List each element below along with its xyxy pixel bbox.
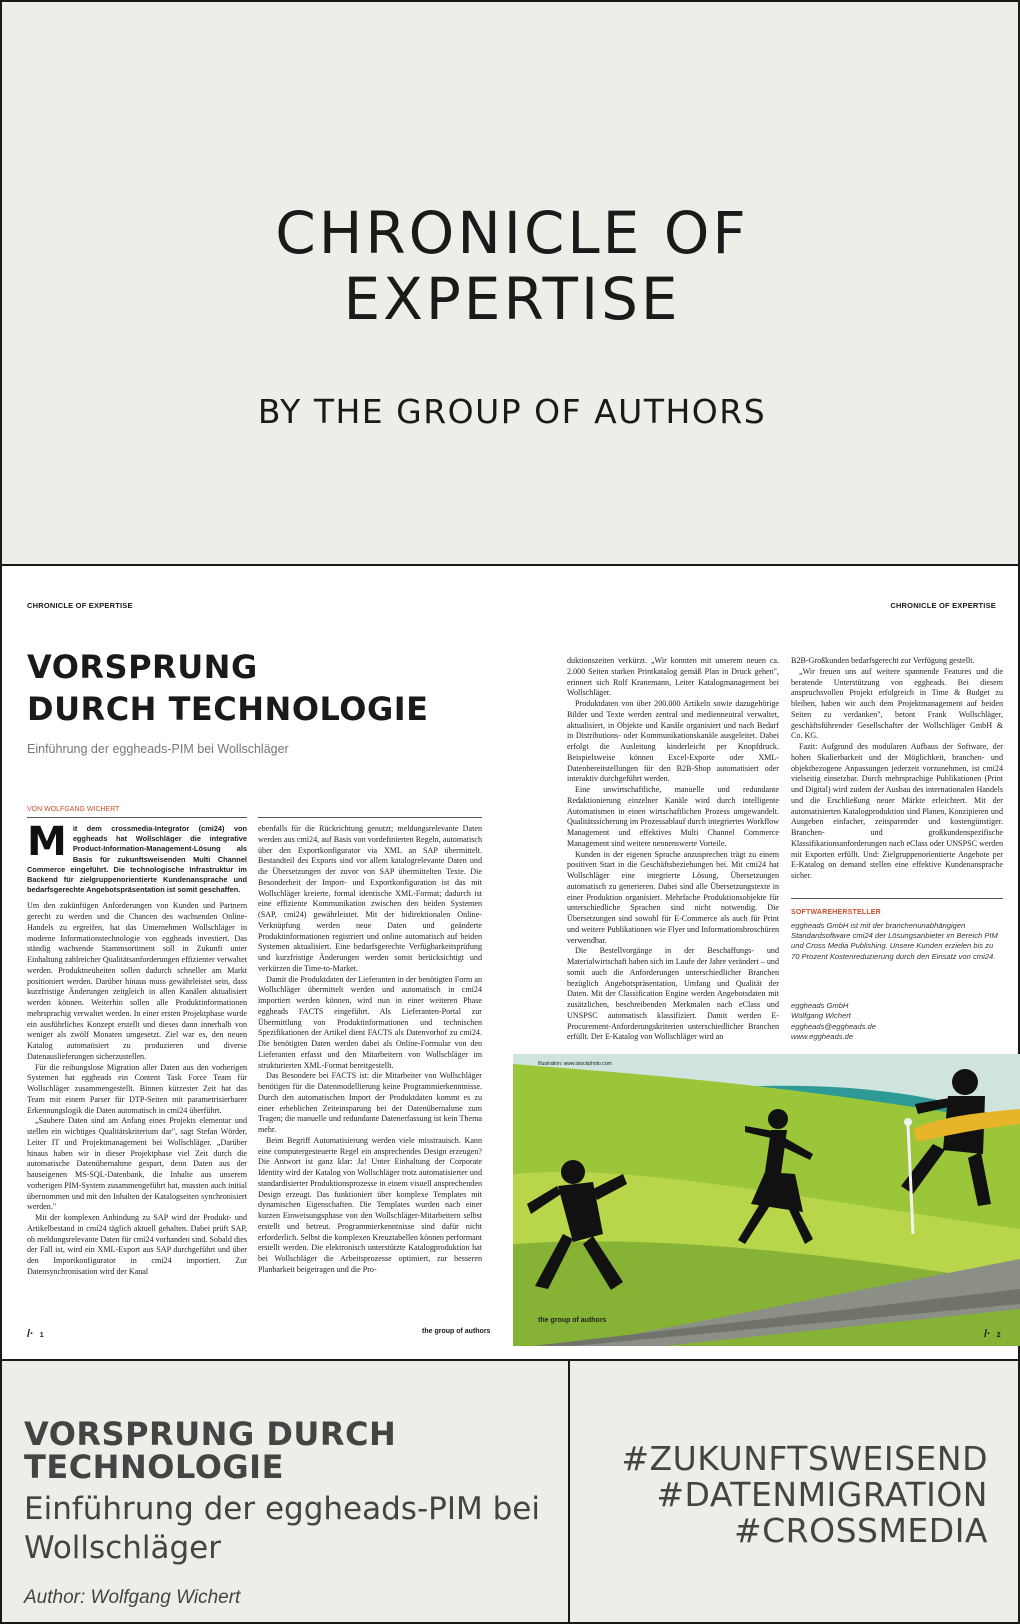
article-illustration <box>513 1054 1020 1346</box>
paragraph: Eine unwirtschaftliche, manuelle und redundante Redaktionierung einzelner Kanäle wird durch intelligente Automatismen in einen wirtschaftlichen Prozess umgewandelt. Qualitätssicherung im Prozessablauf durch integriertes Workflow Management und effektives Multi Channel Commerce Management sind weitere nennenswerte Vorteile. <box>567 785 779 848</box>
publication-subtitle: BY THE GROUP OF AUTHORS <box>257 392 767 431</box>
text-column-2 <box>258 824 482 1318</box>
paragraph: Produktdaten von über 200.000 Artikeln sowie dazugehörige Bilder und Texte werden zentral und medienneutral verwaltet, aktualisiert, in Objekte und Kanäle organisiert und nach Bedarf in Distributions- oder Kommunikationskanäle ausgeleitet. Dabei erfolgt die Ausleitung kinderleicht per Knopfdruck. Beispielsweise können Excel-Exporte oder XML-Datenbereitstellungen für den B2B-Shop automatisiert oder interaktiv durchgeführt werden. <box>567 699 779 784</box>
hashtag[interactable]: #DATENMIGRATION <box>656 1475 988 1514</box>
paragraph: B2B-Großkunden bedarfsgerecht zur Verfügung gestellt. <box>791 656 975 665</box>
illustration-credit: Illustration: www.istockphoto.com <box>538 1061 612 1067</box>
info-box-text: eggheads GmbH ist mit der branchenunabhängigen Standardsoftware cmi24 der Lösungsanbieter im Bereich PIM und Cross Media Publishing. Unsere Kunden erzielen bis zu 70 Prozent Kostenreduzierung durch den Einsatz von cmi24. <box>791 921 998 961</box>
lead-text: it dem crossmedia-Integrator (cmi24) von eggheads hat Wollschläger die integrative Product-Information-Management-Lösung als Basis für zukunftsweisenden Multi Channel Commerce eingeführt. Die technologische Infrastruktur im Backend für zielgruppenorientierte Kundenansprache und bedarfsgerechte Angebotspräsentation ist somit geschaffen. <box>27 824 247 895</box>
paragraph: Kunden in der eigenen Sprache anzusprechen trägt zu einem positiven Start in die Geschäftsbeziehungen bei. Mit cmi24 hat Wollschläger eine integrierte Lösung, Übersetzungen automatisch zu generieren. Dabei sind alle Übersetzungstexte in einer Produktion organisiert. Mehrfache Produktionsobjekte für unterschiedliche Sprachen sind nicht notwendig. Die Übersetzungen sind sowohl für E-Commerce als auch für Print und weitere Publikationen wie Flyer und Informationsbroschüren verwendbar. <box>567 849 779 945</box>
paragraph: Fazit: Aufgrund des modularen Aufbaus der Software, der hohen Skalierbarkeit und der Möglichkeit, branchen- und objektbezogene Anpassungen jederzeit vorzunehmen, ist cmi24 vielseitig einsetzbar. Durch mehrsprachige Publikationen (Print und Digital) wird zudem der Ausbau des internationalen Handels und die Erschließung neuer Märkte erleichtert. Mit der automatisierten Katalogproduktion sind Planen, Konzipieren und Ausgeben einfacher, zeitsparender und kostengünstiger. Branchen- und großkundenspezifische Klassifikationsanforderungen nach eClass oder UNSPSC werden mit Exporten erfüllt. Und: Zielgruppenorientierte Angebote per E-Katalog on demand stellen eine effektive Kundenansprache sicher. <box>791 742 1003 880</box>
page-number-right: 2 <box>996 1332 1001 1339</box>
page-number-left: 1 <box>39 1332 44 1339</box>
folio-right-text: the group of authors <box>538 1317 607 1324</box>
info-box-contact <box>791 1001 1003 1043</box>
paragraph: Beim Begriff Automatisierung werden viele misstrauisch. Kann eine computergesteuerte Regel ein ansprechendes Design erzeugen? Die Antwort ist ganz klar: Ja! Unter Einhaltung der Corporate Identity wird der Katalog von Wollschläger trotz automatisierter und standardisierter Produktionsprozesse in einem visuell ansprechenden Design erzeugt. Das funktioniert über komplexe Templates mit dynamischen Eigenschaften. Die Templates wurden nach einer kurzen Einweisungsphase von den Wollschläger-Mitarbeitern selbst erstellt und betreut. Programmierkenntnisse sind dafür nicht erforderlich. Selbst die komplexen Kreuztabellen können performant erstellt werden. Die elektronisch unterstützte Katalogproduktion hat bei Wollschläger die Arbeitsprozesse optimiert, zur besseren Planbarkeit beigetragen und die Pro- <box>258 1135 482 1274</box>
article-title-line2: DURCH TECHNOLOGIE <box>27 690 429 728</box>
magazine-spread <box>0 566 1020 1359</box>
footer-article-subtitle: Einführung der eggheads-PIM bei Wollschläger <box>24 1491 540 1566</box>
info-box-heading: SOFTWAREHERSTELLER <box>791 909 881 916</box>
footer-article-title: VORSPRUNG DURCH TECHNOLOGIE <box>24 1415 397 1486</box>
drop-cap: M <box>27 824 67 865</box>
hashtag[interactable]: #CROSSMEDIA <box>733 1511 988 1550</box>
byline-rule <box>27 817 247 818</box>
text-column-4 <box>791 656 1003 881</box>
contact-company: eggheads GmbH <box>791 1001 849 1010</box>
folio-right <box>984 1328 1001 1340</box>
folio-left <box>27 1328 44 1340</box>
publication-title-line2: EXPERTISE <box>343 265 681 333</box>
footer-panel <box>0 1359 1020 1624</box>
hashtag-list <box>621 1441 988 1549</box>
running-head-right: CHRONICLE OF EXPERTISE <box>890 601 996 610</box>
publication-title <box>2 200 1020 332</box>
article-lead <box>27 824 247 895</box>
byline-rule-right <box>258 817 482 818</box>
paragraph: Für die reibungslose Migration aller Daten aus den vorherigen Systemen hat eggheads ein Content Task Force Team für Wollschläger zusammengestellt. Binnen kürzester Zeit hat das Team mit einem Parser für DTP-Seiten mit parametrisierbarer Erkennungslogik die Daten automatisch in cmi24 überführt. <box>27 1062 247 1115</box>
contact-email: eggheads@eggheads.de <box>791 1021 876 1031</box>
paragraph: Die Bestellvorgänge in der Beschaffungs- und Materialwirtschaft haben sich im Laufe der Jahre verändert – und somit auch die Anforderungen unterschiedlicher Branchen bezüglich Angebotspräsentation, Umfang und Qualität der Daten. Mit der Classification Engine werden Angebotsdaten mit zusätzlichen, beschreibenden Merkmalen nach eClass und UNSPSC automatisch klassifiziert. Damit werden E-Procurement-Anforderungskriterien unterschiedlicher Branchen erfüllt. Der E-Katalog von Wollschläger wird an <box>567 946 779 1042</box>
folio-left-text: the group of authors <box>422 1328 491 1335</box>
paragraph: Damit die Produktdaten der Lieferanten in der benötigten Form an Wollschläger übermittelt werden und automatisch in cmi24 importiert werden können, wird nun in einer weiteren Phase eggheads FACTS eingeführt. Als Lieferanten-Portal zur Übermittlung von Produktinformationen und technischen Spezifikationen der Artikel dient FACTS als Datenvorhof zu cmi24. Die benötigten Daten werden dabei als Online-Formular von den Lieferanten erfasst und den Mitarbeitern von Wollschläger im strukturierten XML-Format bereitgestellt. <box>258 974 482 1070</box>
footer-author: Author: Wolfgang Wichert <box>24 1587 241 1608</box>
paragraph: duktionszeiten verkürzt. „Wir konnten mit unserem neuen ca. 2.000 Seiten starken Printkatalog gemäß Plan in Druck gehen", erinnert sich Rolf Kranemann, Leiter Katalogmanagement bei Wollschläger. <box>567 656 779 698</box>
text-column-1 <box>27 824 247 1318</box>
contact-website: www.eggheads.de <box>791 1032 854 1042</box>
hashtag[interactable]: #ZUKUNFTSWEISEND <box>621 1439 988 1478</box>
logo-mark-icon: /· <box>984 1328 991 1340</box>
article-subtitle: Einführung der eggheads-PIM bei Wollschläger <box>27 742 289 756</box>
contact-person: Wolfgang Wichert <box>791 1011 851 1021</box>
box-rule <box>791 898 1003 899</box>
running-figures-illustration <box>513 1054 1020 1346</box>
paragraph: Um den zukünftigen Anforderungen von Kunden und Partnern gerecht zu werden und die Chancen des wachsenden Online-Handels zu ergreifen, hat das Unternehmen Wollschläger in moderne Informationstechnologie von eggheads investiert. Das ständig wachsende Stammsortiment soll in Zukunft unter Einhaltung zahlreicher Qualitätsanforderungen effizienter verwaltet werden. Produktneuheiten sollen dadurch schneller am Markt positioniert werden. Darüber hinaus muss gewährleistet sein, dass kurzfristige Änderungen zeitgleich in allen Kanälen aktualisiert werden können. Weiterhin sollen alle Produktinformationen mehrsprachig verwaltet werden. In einer ersten Projektphase wurde ein ausführliches Konzept erstellt und dieses dann innerhalb von weniger als zwölf Monaten umgesetzt. Ziel war es, den neuen Katalog automatisiert zu produzieren und diverse Datenauslieferungen sicherzustellen. <box>27 901 247 1061</box>
footer-divider <box>568 1361 570 1624</box>
paragraph: „Saubere Daten sind am Anfang eines Projekts elementar und stellen ein wichtiges Qualitätskriterium dar", sagt Stefan Wörder, Leiter IT und Projektmanagement bei Wollschläger. „Darüber hinaus haben wir in dieser Projektphase viel Zeit durch die automatische Datenübernahme gespart, denn Daten aus der hauseigenen MS-SQL-Datenbank, die Inhalte aus unserem vorherigen PIM-System zusammengeführt hat, mussten auch initial übernommen und mit den Inhalten der Katalogseiten synchronisiert werden." <box>27 1116 247 1212</box>
paragraph: Das Besondere bei FACTS ist: die Mitarbeiter von Wollschläger benötigen für die Datenmodellierung keine Programmierkenntnisse. Durch den automatischen Import der Produktdaten kommt es zu einer erheblichen Zeiteinsparung bei der Datenübernahme zum Tragen; die manuelle und redundante Datenerfassung ist kein Thema mehr. <box>258 1071 482 1134</box>
paragraph: ebenfalls für die Rückrichtung genutzt; meldungsrelevante Daten werden aus cmi24, auf Basis von vordefinierten Regeln, automatisch über den Exportkonfigurator via XML an SAP übermittelt. Bestandteil des Exports sind vor allem katalogrelevante Daten und die Übersetzungen der zuvor von SAP übermittelten Texte. Die Besonderheit der Import- und Exportkonfiguration ist das mit Wollschläger kreierte, formal identische XML-Format; dadurch ist eine effiziente Kommunikation zwischen den beiden Systemen (SAP, cmi24) gewährleistet. Mit der bidirektionalen Online-Verknüpfung werden neue Daten und geänderte Produktinformationen registriert und online automatisch auf beiden Systemen aktualisiert. Eine bedarfsgerechte Verfügbarkeitsprüfung und kurzfristige Änderungen werden somit berücksichtigt und verkürzen die Time-to-Market. <box>258 824 482 973</box>
article-title <box>27 646 487 730</box>
article-title-line1: VORSPRUNG <box>27 648 258 686</box>
paragraph: Mit der komplexen Anbindung zu SAP wird der Produkt- und Artikelbestand in cmi24 täglich aktuell gehalten. Dabei prüft SAP, ob meldungsrelevante Daten für cmi24 vorhanden sind. Sobald dies der Fall ist, wird ein XML-Export aus SAP durchgeführt und über den Importkonfigurator in cmi24 importiert. Zur Datensynchronisation wird der Kanal <box>27 1213 247 1276</box>
header-panel <box>0 0 1020 566</box>
running-head-left: CHRONICLE OF EXPERTISE <box>27 601 133 610</box>
text-column-3 <box>567 656 779 1044</box>
paragraph: „Wir freuen uns auf weitere spannende Features und die beratende Unterstützung von eggheads. Bei diesem anspruchsvollen Projekt erfolgreich in Time & Budget zu bleiben, haben wir auch dem Projektmanagement auf beiden Seiten zu verdanken", betont Frank Wollschläger, geschäftsführender Gesellschafter der Wollschläger GmbH & Co. KG. <box>791 666 1003 741</box>
article-byline: VON WOLFGANG WICHERT <box>27 806 120 813</box>
publication-title-line1: CHRONICLE OF <box>275 199 749 267</box>
logo-mark-icon: /· <box>27 1328 34 1340</box>
